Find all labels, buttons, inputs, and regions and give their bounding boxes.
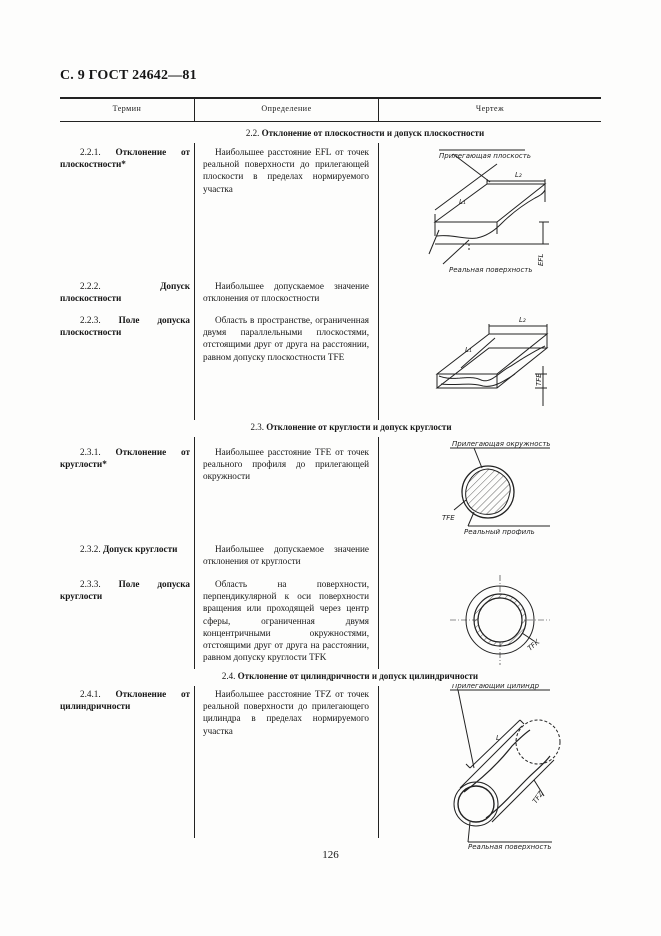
definition-2-4-1: Наибольшее расстояние TFZ от точек реальной поверхности до прилегающего цилиндра в пределах нормируемого участка <box>203 689 369 736</box>
figure-label-tfz: TFZ <box>531 789 546 806</box>
definition-2-3-1: Наибольшее расстояние TFE от точек реального профиля до прилегающей окружности <box>203 447 369 482</box>
figure-label-tfe: TFE <box>535 373 543 386</box>
figure-label-adjacent-cylinder: Прилегающий цилиндр <box>452 684 540 690</box>
figure-label-l1: L₁ <box>465 346 472 354</box>
figure-label-l1: L₁ <box>459 198 466 206</box>
page-header: С. 9 ГОСТ 24642—81 <box>60 68 197 83</box>
definition-2-3-3: Область на поверхности, перпендикулярной к оси поверхности вращения или проходящей через центр сферы, ограниченная двумя концентричными окружностями, отстоящими друг от друга на расстоянии, равном допуску круглости TFK <box>203 579 369 663</box>
column-divider-2c <box>378 686 379 838</box>
term-2-3-2: 2.3.2. Допуск круглости <box>80 544 178 554</box>
column-divider-2a <box>378 143 379 420</box>
term-2-2-1: 2.2.1. Отклонение от плоскостности* <box>60 147 190 170</box>
figure-roundness-tolerance-zone <box>450 575 560 665</box>
figure-label-l2: L₂ <box>515 171 522 179</box>
column-divider-1c <box>194 686 195 838</box>
definition-2-2-3: Область в пространстве, ограниченная двумя параллельными плоскостями, отстоящими друг от друга на расстоянии, равном допуску плоскостности TFE <box>203 315 369 362</box>
figure-label-l2: L₂ <box>519 316 526 324</box>
figure-label-adjacent-circle: Прилегающая окружность <box>452 440 551 448</box>
term-2-3-3: 2.3.3. Поле допуска круглости <box>60 579 190 602</box>
column-divider-2b <box>378 437 379 669</box>
table-header-rule <box>60 121 601 122</box>
column-header-drawing: Чертеж <box>475 104 505 113</box>
column-divider-1b <box>194 437 195 669</box>
term-2-4-1: 2.4.1. Отклонение от цилиндричности <box>60 689 190 712</box>
figure-cylindricity-deviation <box>440 684 565 850</box>
figure-label-tfe: TFE <box>442 514 455 522</box>
section-heading-2-2: 2.2. Отклонение от плоскостности и допуск плоскостности <box>245 128 485 138</box>
definition-2-2-1: Наибольшее расстояние EFL от точек реальной поверхности до прилегающей плоскости в пределах нормируемого участка <box>203 147 369 194</box>
figure-flatness-deviation <box>425 144 555 276</box>
figure-label-efl: EFL <box>537 253 545 266</box>
figure-label-real-profile: Реальный профиль <box>464 528 535 535</box>
term-2-2-2: 2.2.2. Допуск плоскостности <box>60 281 190 304</box>
definition-2-3-2: Наибольшее допускаемое значение отклонения от круглости <box>203 544 369 567</box>
figure-label-real-surface: Реальная поверхность <box>449 266 533 274</box>
figure-flatness-tolerance-zone <box>425 312 555 422</box>
figure-label-l: L <box>496 734 500 742</box>
section-heading-2-4: 2.4. Отклонение от цилиндричности и допуск цилиндричности <box>221 671 479 681</box>
column-header-definition: Определение <box>261 104 312 113</box>
figure-label-tfk: TFK <box>526 638 542 653</box>
table-top-rule <box>60 97 601 99</box>
definition-2-2-2: Наибольшее допускаемое значение отклонения от плоскостности <box>203 281 369 304</box>
column-header-term: Термин <box>112 104 142 113</box>
figure-label-adjacent-plane: Прилегающая плоскость <box>439 152 531 160</box>
figure-label-real-surface: Реальная поверхность <box>468 843 552 850</box>
page-number: 126 <box>322 849 339 861</box>
column-divider-1a <box>194 143 195 420</box>
term-2-2-3: 2.2.3. Поле допуска плоскостности <box>60 315 190 338</box>
term-2-3-1: 2.3.1. Отклонение от круглости* <box>60 447 190 470</box>
figure-roundness-deviation <box>440 440 560 535</box>
section-heading-2-3: 2.3. Отклонение от круглости и допуск круглости <box>250 422 452 432</box>
